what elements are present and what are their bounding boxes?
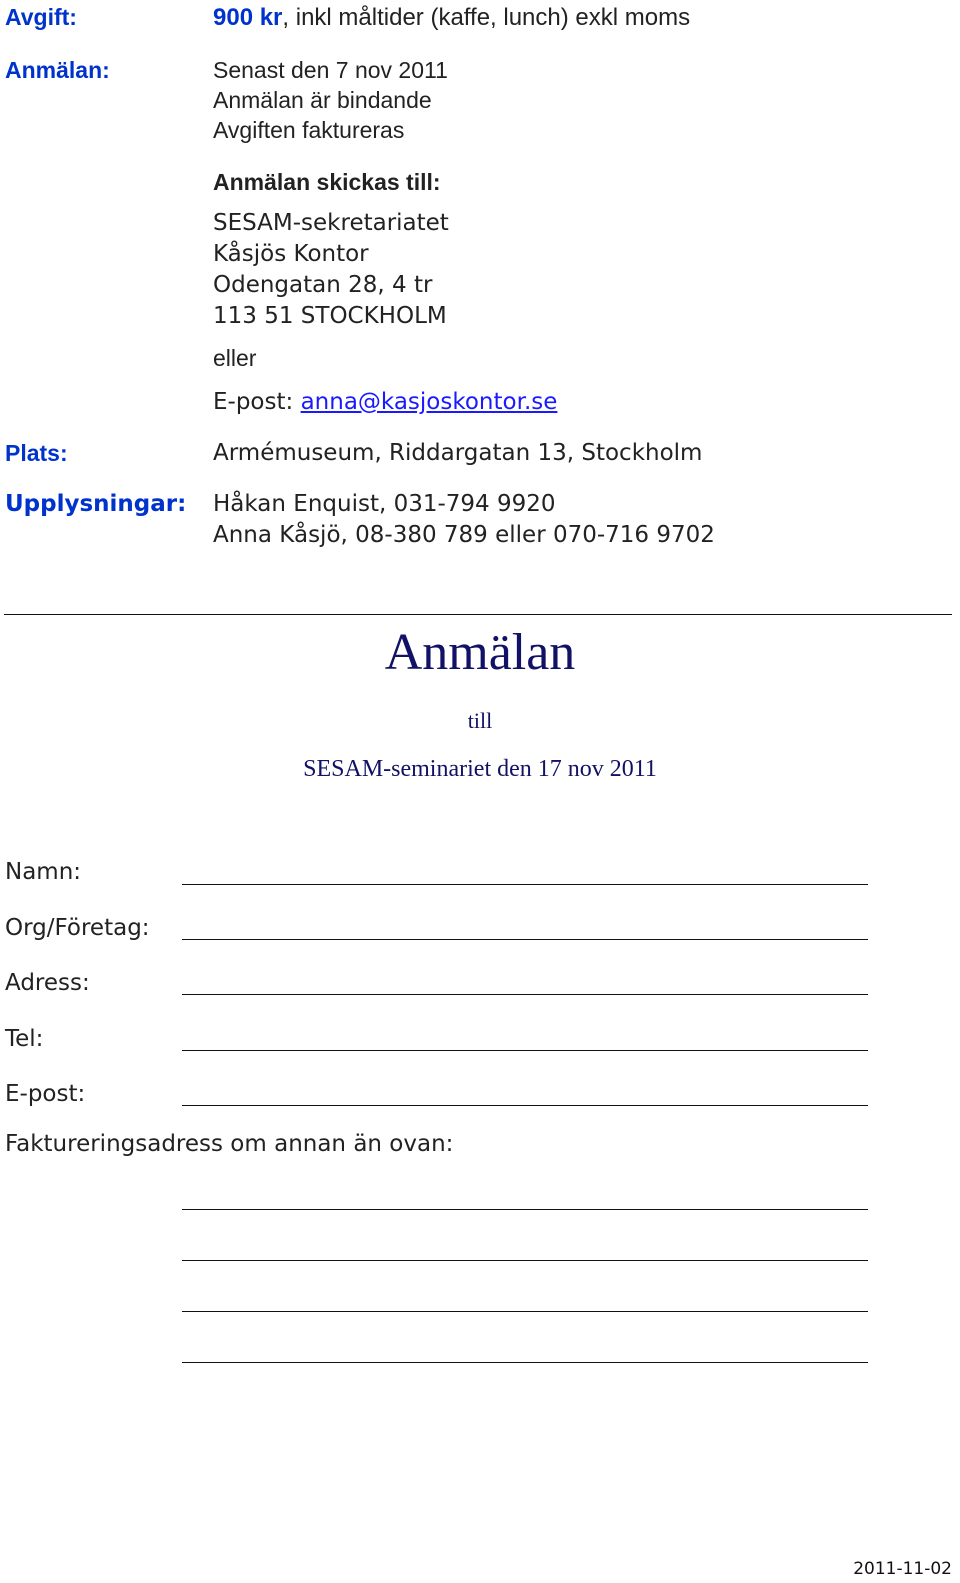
email-prefix: E-post:	[213, 389, 294, 415]
field-label-address: Adress:	[5, 970, 90, 996]
billing-address-label: Faktureringsadress om annan än ovan:	[5, 1131, 454, 1157]
field-label-org: Org/Företag:	[5, 915, 150, 941]
field-label-tel: Tel:	[5, 1026, 44, 1052]
email-link[interactable]: anna@kasjoskontor.se	[300, 389, 558, 415]
address-line-2: Kåsjös Kontor	[213, 241, 369, 267]
field-label-name: Namn:	[5, 859, 82, 885]
address-line-4: 113 51 STOCKHOLM	[213, 303, 447, 329]
send-to-heading: Anmälan skickas till:	[213, 169, 441, 195]
billing-line-4[interactable]	[182, 1362, 868, 1363]
registration-line-3: Avgiften faktureras	[213, 117, 405, 143]
field-line-org[interactable]	[182, 939, 868, 940]
venue-value: Armémuseum, Riddargatan 13, Stockholm	[213, 440, 703, 466]
section-divider	[4, 614, 952, 615]
field-line-tel[interactable]	[182, 1050, 868, 1051]
address-line-1: SESAM-sekretariatet	[213, 210, 449, 236]
form-event: SESAM-seminariet den 17 nov 2011	[303, 756, 657, 782]
field-label-email: E-post:	[5, 1081, 86, 1107]
registration-line-2: Anmälan är bindande	[213, 87, 432, 113]
address-line-3: Odengatan 28, 4 tr	[213, 272, 433, 298]
form-title: Anmälan	[384, 624, 576, 681]
field-line-name[interactable]	[182, 884, 868, 885]
field-line-address[interactable]	[182, 994, 868, 995]
footer-date: 2011-11-02	[853, 1559, 952, 1579]
fee-amount: 900 kr	[213, 4, 283, 31]
contact-line-2: Anna Kåsjö, 08-380 789 eller 070-716 9702	[213, 522, 715, 548]
fee-label: Avgift:	[5, 4, 77, 30]
billing-line-3[interactable]	[182, 1311, 868, 1312]
form-subtitle: till	[467, 708, 493, 733]
field-line-email[interactable]	[182, 1105, 868, 1106]
contact-label: Upplysningar:	[5, 491, 187, 517]
or-text: eller	[213, 345, 257, 371]
registration-line-1: Senast den 7 nov 2011	[213, 57, 448, 83]
billing-line-2[interactable]	[182, 1260, 868, 1261]
fee-value	[213, 4, 690, 32]
registration-label: Anmälan:	[5, 57, 110, 83]
billing-line-1[interactable]	[182, 1209, 868, 1210]
contact-line-1: Håkan Enquist, 031-794 9920	[213, 491, 556, 517]
email-row	[213, 389, 557, 415]
fee-details: , inkl måltider (kaffe, lunch) exkl moms	[282, 4, 691, 31]
venue-label: Plats:	[5, 440, 68, 466]
